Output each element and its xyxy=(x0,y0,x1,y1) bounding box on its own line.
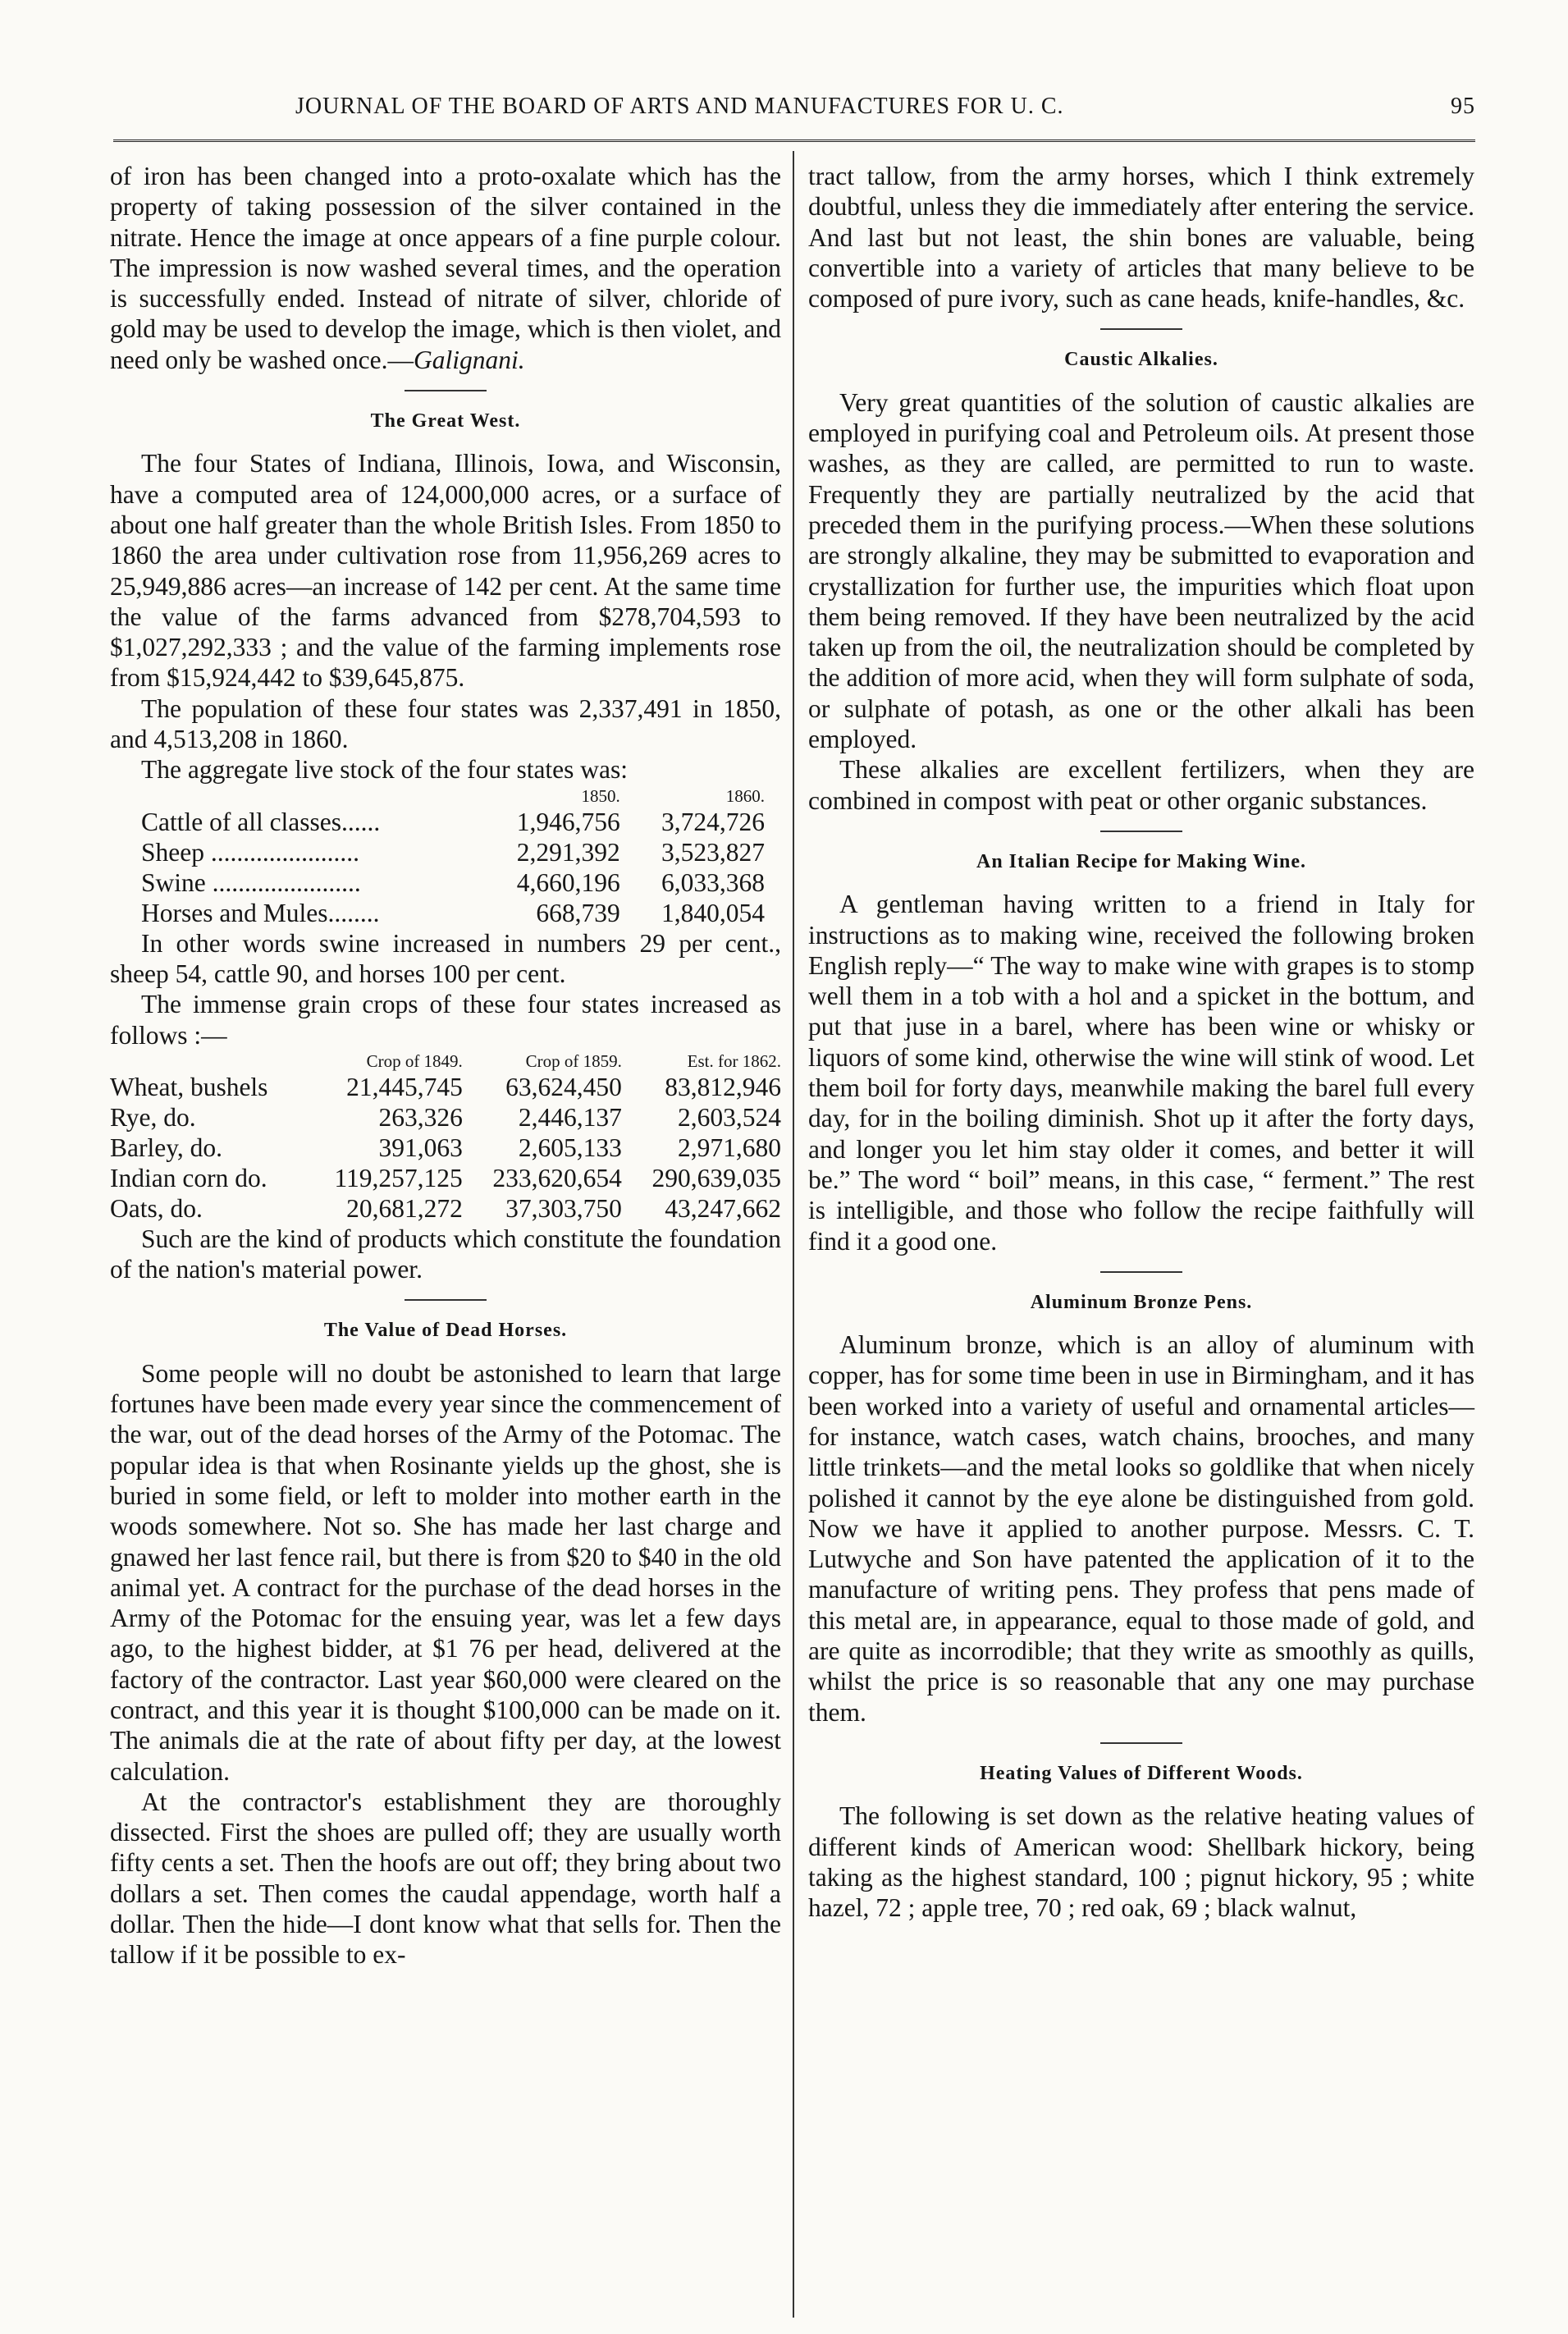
caustic-p1: Very great quantities of the solution of caustic alkalies are employed in purifying coal and Petroleum oils. At present those washes, as they are called, are permitted to run to waste. Frequently they are partially neutralized by the acid that preceded them in the purifying process.—When these solutions are strongly alkaline, they may be submitted to evaporation and crystallization for further use, the impurities which float upon them being removed. If they have been neutralized by the acid taken up from the oil, the neutralization should be completed by the addition of more acid, when they will form sulphate of soda, or sulphate of potash, as one or the other alkali has been employed. xyxy=(808,387,1474,754)
great-west-p1: The four States of Indiana, Illinois, Iowa, and Wisconsin, have a computed area of 124,000,000 acres, or a surface of about one half greater than the whole British Isles. From 1850 to 1860 the area under cultivation rose from 11,956,269 acres to 25,949,886 acres—an increase of 142 per cent. At the same time the value of the farms advanced from $278,704,593 to $1,027,292,333 ; and the value of the farming implements rose from $15,924,442 to $39,645,875. xyxy=(110,449,781,693)
great-west-p4: In other words swine increased in numbers 29 per cent., sheep 54, cattle 90, and horses 100 per cent. xyxy=(110,928,781,988)
table-row: Wheat, bushels 21,445,745 63,624,450 83,812,946 xyxy=(110,1072,781,1101)
dead-horses-p1: Some people will no doubt be astonished to learn that large fortunes have been made every year since the commencement of the war, out of the dead horses of the Army of the Potomac. The popular idea is that when Rosinante yields up the ghost, she is buried in some field, or left to molder into mother earth in the woods somewhere. Not so. She has made her last charge and gnawed her last fence rail, but there is from $20 to $40 in the old animal yet. A contract for the purchase of the dead horses in the Army of the Potomac for the ensuing year, was let a few days ago, to the highest bidder, at $1 76 per head, delivered at the factory of the contractor. Last year $60,000 were cleared on the contract, and this year it is thought $100,000 can be made on it. The animals die at the rate of about fifty per day, at the lowest calculation. xyxy=(110,1358,781,1786)
header-rule xyxy=(113,140,1475,142)
section-rule xyxy=(405,390,487,391)
grain-year: Est. for 1862. xyxy=(687,1050,781,1071)
section-rule xyxy=(1100,831,1182,832)
continued-paragraph: tract tallow, from the army horses, which I think extremely doubtful, unless they die immediately after entering the service. And last but not least, the shin bones are valuable, being convertible into a variety of articles that many believe to be composed of pure ivory, such as cane heads, knife-handles, &c. xyxy=(808,162,1474,313)
section-rule xyxy=(1100,1271,1182,1273)
running-title: JOURNAL OF THE BOARD OF ARTS AND MANUFACTURES FOR U. C. xyxy=(295,94,1064,119)
page-number: 95 xyxy=(1451,94,1475,119)
stock-year: 1860. xyxy=(725,785,765,806)
heading-italian-wine: An Italian Recipe for Making Wine. xyxy=(976,850,1307,872)
table-row: Indian corn do. 119,257,125 233,620,654 290,639,035 xyxy=(110,1163,781,1192)
table-row: Oats, do. 20,681,272 37,303,750 43,247,662 xyxy=(110,1193,781,1223)
left-column xyxy=(110,161,781,1970)
dead-horses-p2: At the contractor's establishment they are thoroughly dissected. First the shoes are pulled off; they are usually worth fifty cents a set. Then the hoofs are out off; they bring about two dollars a set. Then comes the caudal appendage, worth half a dollar. Then the hide—I dont know what that sells for. Then the tallow if it be possible to ex- xyxy=(110,1787,781,1970)
heading-caustic-alkalies: Caustic Alkalies. xyxy=(1064,349,1218,371)
woods-p1: The following is set down as the relative heating values of different kinds of American wood: Shellbark hickory, being taking as the highest standard, 100 ; pignut hickory, 95 ; white hazel, 72 ; apple tree, 70 ; red oak, 69 ; black walnut, xyxy=(808,1801,1474,1923)
stock-year: 1850. xyxy=(581,785,620,806)
right-column xyxy=(808,161,1474,1923)
great-west-p3: The aggregate live stock of the four states was: xyxy=(141,755,629,785)
grain-year: Crop of 1859. xyxy=(525,1050,622,1071)
table-row: Cattle of all classes...... 1,946,756 3,724,726 xyxy=(141,807,765,836)
intro-source: Galignani. xyxy=(414,345,525,374)
caustic-p2: These alkalies are excellent fertilizers, when they are combined in compost with peat or other organic substances. xyxy=(808,755,1474,815)
section-rule xyxy=(1100,1742,1182,1744)
heading-heating-woods: Heating Values of Different Woods. xyxy=(980,1762,1303,1784)
table-row: Horses and Mules........ 668,739 1,840,054 xyxy=(141,898,765,927)
section-rule xyxy=(1100,328,1182,330)
heading-great-west: The Great West. xyxy=(370,410,521,432)
great-west-p2: The population of these four states was 2,337,491 in 1850, and 4,513,208 in 1860. xyxy=(110,693,781,754)
great-west-p6: Such are the kind of products which constitute the foundation of the nation's material power. xyxy=(110,1224,781,1284)
wine-p1: A gentleman having written to a friend in Italy for instructions as to making wine, received the following broken English reply—“ The way to make wine with grapes is to stomp well them in a tob with a hol and a spicket in the bottum, and put that juse in a barel, where has been wine or whisky or liquors of some kind, otherwise the wine will stink of wood. Let them boil for forty days, meanwhile making the barel full every day, for in the boiling diminish. Shot up it after the forty days, and longer you let him stay older it comes, and better it will be.” The word “ boil” means, in this case, “ ferment.” The rest is intelligible, and those who follow the recipe faithfully will find it a good one. xyxy=(808,890,1474,1256)
livestock-table xyxy=(141,785,765,928)
column-divider xyxy=(793,151,794,2318)
table-row: Sheep ....................... 2,291,392 3,523,827 xyxy=(141,837,765,867)
table-row: Barley, do. 391,063 2,605,133 2,971,680 xyxy=(110,1133,781,1162)
heading-aluminum-pens: Aluminum Bronze Pens. xyxy=(1030,1291,1253,1313)
table-row: Swine ....................... 4,660,196 6,033,368 xyxy=(141,867,765,897)
grain-table xyxy=(110,1050,781,1224)
intro-paragraph: of iron has been changed into a proto-oxalate which has the property of taking possession of the silver contained in the nitrate. Hence the image at once appears of a fine purple colour. The impression is now washed several times, and the operation is successfully ended. Instead of nitrate of silver, chloride of gold may be used to develop the image, which is then violet, and need only be washed once.—Galignani. xyxy=(110,162,781,374)
heading-dead-horses: The Value of Dead Horses. xyxy=(323,1320,568,1342)
aluminum-p1: Aluminum bronze, which is an alloy of aluminum with copper, has for some time been in use in Birmingham, and it has been worked into a variety of useful and ornamental articles—for instance, watch cases, watch chains, brooches, and many little trinkets—and the metal looks so goldlike that when nicely polished it cannot by the eye alone be distinguished from gold. Now we have it applied to another purpose. Messrs. C. T. Lutwyche and Son have patented the application of it to the manufacture of writing pens. They profess that pens made of this metal are, in appearance, equal to those made of gold, and are quite as incorrodible; that they write as smoothly as quills, whilst the price is so reasonable that any one may purchase them. xyxy=(808,1330,1474,1727)
great-west-p5: The immense grain crops of these four states increased as follows :— xyxy=(110,990,781,1050)
section-rule xyxy=(405,1299,487,1301)
grain-year: Crop of 1849. xyxy=(366,1050,463,1071)
table-row: Rye, do. 263,326 2,446,137 2,603,524 xyxy=(110,1102,781,1132)
page-header xyxy=(113,89,1475,130)
